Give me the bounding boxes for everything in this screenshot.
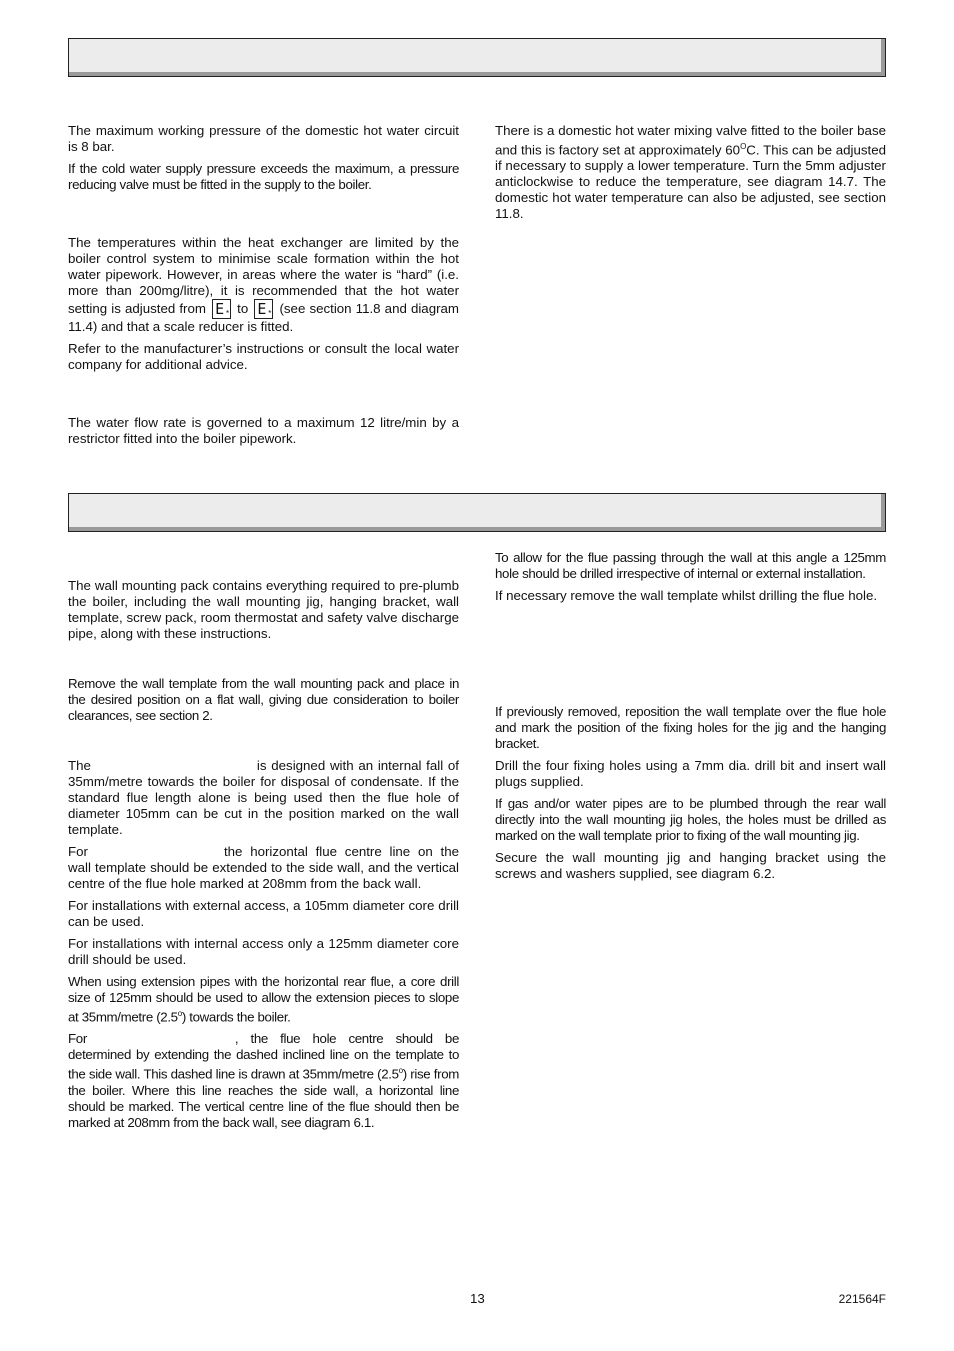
heading-space (68, 379, 459, 415)
hot-water-setting-icon: E * (212, 299, 231, 319)
document-code: 221564F (838, 1292, 886, 1306)
heading-space (68, 648, 459, 676)
section2-right-column-bottom (495, 704, 886, 888)
text-run: There is a domestic hot water mixing valve fitted to the boiler base and this is factory set at approximately 60 (495, 123, 886, 158)
text-run: is designed with an internal fall of 35mm/metre towards the boiler for disposal of condensate. If the standard flue length alone is being used then the flue hole of diameter 105mm can be cut in the position marked on the wall template. (68, 758, 459, 837)
text-run: C. This can be adjusted if necessary to supply a lower temperature. Turn the 5mm adjuster anticlockwise to reduce the temperature, see diagram 14.7. The domestic hot water temperature can also be adjusted, see section 11.8. (495, 142, 886, 222)
text-run: (see section 11.8 and diagram 11.4) and that a scale reducer is fitted. (68, 301, 459, 334)
paragraph: For installations with external access, a 105mm diameter core drill can be used. (68, 898, 459, 929)
section1-right-column (495, 123, 886, 228)
paragraph (68, 974, 459, 1025)
superscript: o (177, 1009, 182, 1018)
paragraph: If necessary remove the wall template whilst drilling the flue hole. (495, 588, 878, 603)
paragraph: The maximum working pressure of the domestic hot water circuit is 8 bar. (68, 123, 459, 154)
text-run: ) rise from the boiler. Where this line reaches the side wall, a horizontal line should be marked. The vertical centre line of the flue should then be marked at 208mm from the back wall, see diagram 6.1. (68, 1066, 459, 1130)
superscript: O (740, 142, 747, 151)
paragraph: The wall mounting pack contains everything required to pre-plumb the boiler, including the wall mounting jig, hanging bracket, wall template, screw pack, room thermostat and safety valve discharge pipe, along with these instructions. (68, 578, 459, 641)
text-run: The (68, 758, 91, 773)
section-header-bar-2 (68, 493, 886, 532)
paragraph: For installations with internal access only a 125mm diameter core drill should be used. (68, 936, 459, 967)
section1-left-column (68, 123, 459, 453)
paragraph: Secure the wall mounting jig and hanging bracket using the screws and washers supplied, see diagram 6.2. (495, 850, 886, 881)
paragraph (68, 844, 459, 892)
paragraph: If the cold water supply pressure exceeds the maximum, a pressure reducing valve must be fitted in the supply to the boiler. (68, 161, 459, 192)
paragraph: Refer to the manufacturer’s instructions or consult the local water company for additional advice. (68, 341, 459, 372)
hot-water-setting-icon: E * (254, 299, 273, 319)
superscript: o (398, 1066, 403, 1076)
text-run: ) towards the boiler. (181, 1009, 291, 1025)
paragraph: If previously removed, reposition the wall template over the flue hole and mark the position of the fixing holes for the jig and the hanging bracket. (495, 704, 886, 751)
paragraph: The water flow rate is governed to a maximum 12 litre/min by a restrictor fitted into the boiler pipework. (68, 415, 459, 446)
text-run: When using extension pipes with the horizontal rear flue, a core drill size of 125mm should be used to allow the extension pieces to slope at 35mm/metre (2.5 (68, 974, 459, 1025)
paragraph: Drill the four fixing holes using a 7mm dia. drill bit and insert wall plugs supplied. (495, 758, 886, 789)
paragraph: If gas and/or water pipes are to be plumbed through the rear wall directly into the wall mounting jig holes, the holes must be drilled as marked on the wall template prior to fixing of the wall mounting jig. (495, 796, 886, 843)
text-run: The temperatures within the heat exchanger are limited by the boiler control system to minimise scale formation within the hot water pipework. However, in areas where the water is “hard” (i.e. more than 200mg/litre), it is recommended that the hot water setting is adjusted from (68, 235, 459, 316)
text-run: For (68, 844, 88, 859)
text-run: For (68, 1031, 87, 1047)
page-number: 13 (470, 1291, 485, 1306)
paragraph (68, 1031, 459, 1130)
text-run: the horizontal flue centre line on the wall template should be extended to the side wall, and the vertical centre of the flue hole marked at 208mm from the back wall. (68, 844, 459, 891)
heading-space (68, 199, 459, 235)
paragraph: Remove the wall template from the wall mounting pack and place in the desired position on a flat wall, giving due consideration to boiler clearances, see section 2. (68, 676, 459, 723)
section-header-bar-1 (68, 38, 886, 77)
text-run: , the flue hole centre should be determined by extending the dashed inclined line on the template to the side wall. This dashed line is drawn at 35mm/metre (2.5 (68, 1031, 459, 1082)
text-run: to (237, 301, 249, 316)
heading-space (68, 730, 459, 758)
paragraph (495, 123, 886, 222)
paragraph: To allow for the flue passing through the wall at this angle a 125mm hole should be drilled irrespective of internal or external installation. (495, 550, 886, 581)
paragraph (68, 235, 459, 335)
section2-right-column-top (495, 550, 886, 610)
section2-left-column (68, 578, 459, 1137)
paragraph (68, 758, 459, 838)
